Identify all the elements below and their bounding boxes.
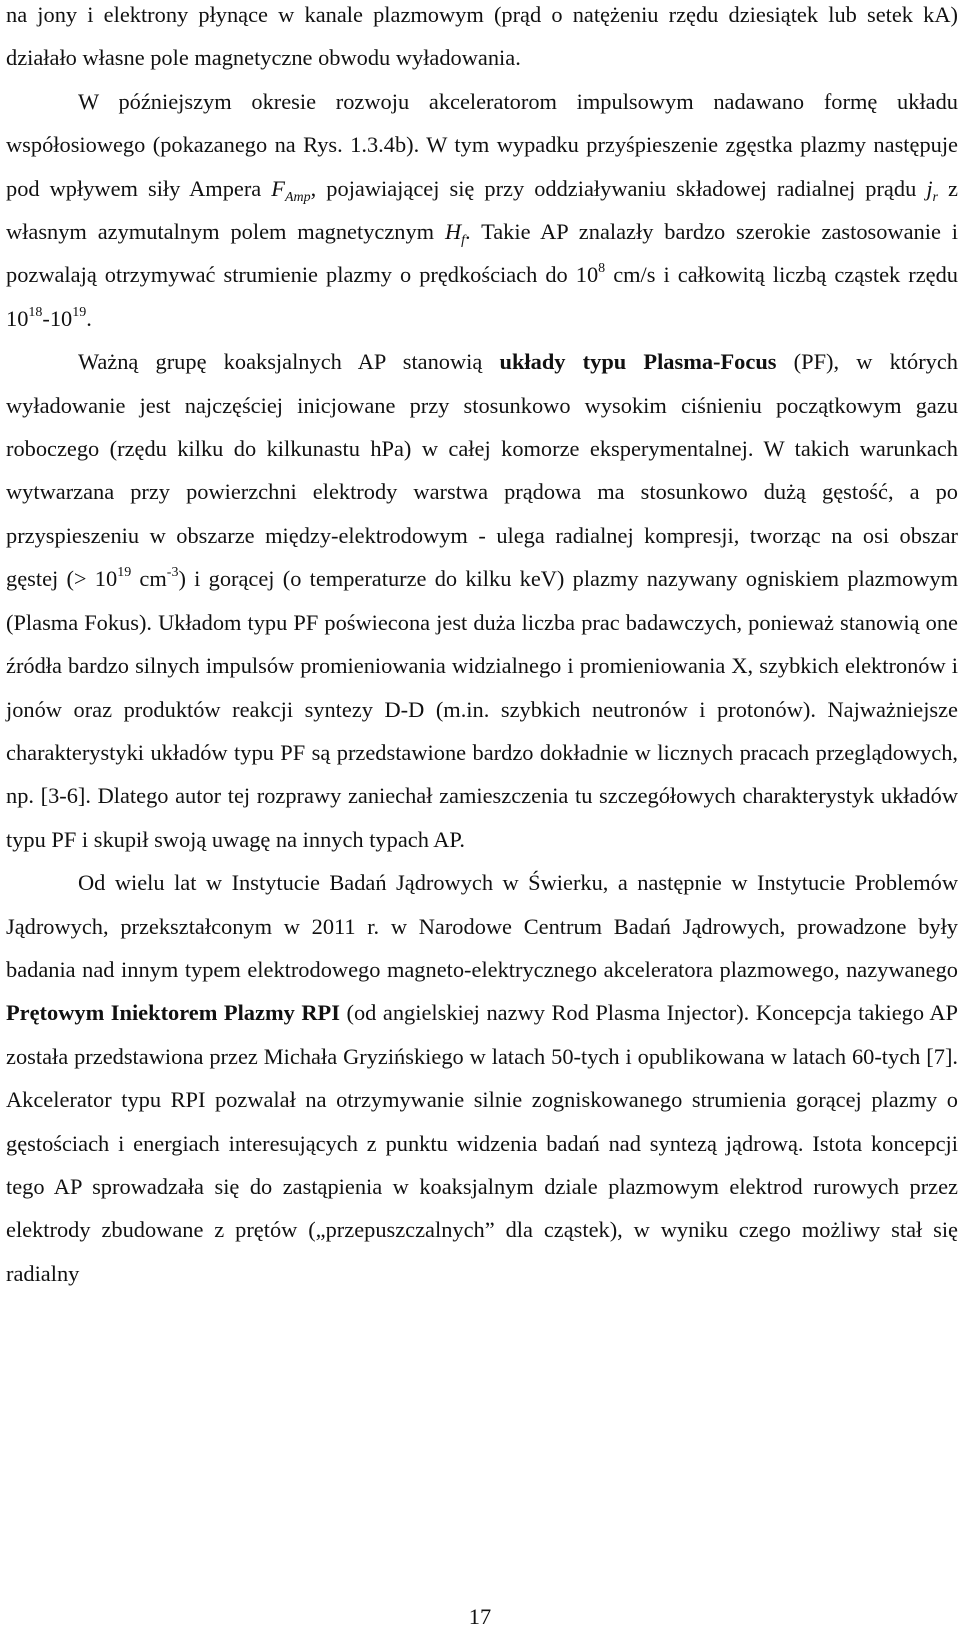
subscript: f <box>461 233 466 249</box>
paragraph-2 <box>6 80 958 340</box>
text-run: ) i gorącej (o temperaturze do kilku keV) plazmy nazywany ogniskiem plazmowym (Plasma Fokus). Układom typu PF poświecona jest duża liczba prac badawczych, ponieważ stanowią one źródła bardzo silnych impulsów promieniowania widzialnego i promieniowania X, szybkich elektronów i jonów oraz produktów reakcji syntezy D-D (m.in. szybkich neutronów i protonów). Najważniejsze charakterystyki układów typu PF są przedstawione bardzo dokładnie w licznych pracach przeglądowych, np. [3-6]. Dlatego autor tej rozprawy zaniechał zamieszczenia tu szczegółowych charakterystyk układów typu PF i skupił swoją uwagę na innych typach AP. <box>6 566 958 852</box>
text-run: cm <box>131 566 167 592</box>
superscript: 8 <box>598 261 606 277</box>
superscript: -3 <box>166 565 179 581</box>
text-run: . <box>86 305 92 331</box>
italic-symbol: H <box>444 219 462 245</box>
text-run: . Takie AP znalazły bardzo szerokie zastosowanie i pozwalają otrzymywać strumienie plazmy o prędkościach do 10 <box>6 219 958 288</box>
italic-symbol: F <box>271 175 285 201</box>
page-number: 17 <box>468 1604 492 1629</box>
document-page <box>6 0 958 1295</box>
text-run: -10 <box>42 305 73 331</box>
bold-term: Prętowym Iniektorem Plazmy RPI <box>6 1000 340 1026</box>
subscript: Amp <box>284 189 311 205</box>
paragraph-3 <box>6 340 958 861</box>
text-run: z własnym azymutalnym polem magnetycznym <box>6 175 958 245</box>
text-run: (od angielskiej nazwy Rod Plasma Injector). Koncepcja takiego AP została przedstawiona przez Michała Gryzińskiego w latach 50-tych i opublikowana w latach 60-tych [7]. Akcelerator typu RPI pozwalał na otrzymywanie silnie zogniskowanego strumienia gorącej plazmy o gęstościach i energiach interesujących z punktu widzenia badań nad syntezą jądrową. Istota koncepcji tego AP sprowadzała się do zastąpienia w koaksjalnym dziale plazmowym elektrod rurowych przez elektrody zbudowane z prętów („przepuszczalnych” dla cząstek), w wyniku czego możliwy stał się radialny <box>6 1000 958 1286</box>
bold-term: układy typu Plasma-Focus <box>499 349 777 375</box>
text-run: Od wielu lat w Instytucie Badań Jądrowych w Świerku, a następnie w Instytucie Problemów Jądrowych, przekształconym w 2011 r. w Narodowe Centrum Badań Jądrowych, prowadzone były badania nad innym typem elektrodowego magneto-elektrycznego akceleratora plazmowego, nazywanego <box>6 870 958 982</box>
text-run: W późniejszym okresie rozwoju akceleratorom impulsowym nadawano formę układu współosiowego (pokazanego na Rys. 1.3.4b). W tym wypadku przyśpieszenie zgęstka plazmy następuje pod wpływem siły Ampera <box>6 88 958 201</box>
italic-symbol: j <box>926 175 933 201</box>
text-run: cm/s i całkowitą liczbą cząstek rzędu 10 <box>6 262 958 331</box>
subscript: r <box>932 189 938 205</box>
superscript: 19 <box>72 304 87 320</box>
text-run: Ważną grupę koaksjalnych AP stanowią <box>78 349 500 375</box>
text-run: (PF), w których wyładowanie jest najczęściej inicjowane przy stosunkowo wysokim ciśnieniu początkowym gazu roboczego (rzędu kilku do kilkunastu hPa) w całej komorze eksperymentalnej. W takich warunkach wytwarzana przy powierzchni elektrody warstwa prądowa ma stosunkowo dużą gęstość, a po przyspieszeniu w obszarze między-elektrodowym - ulega radialnej kompresji, tworząc na osi obszar gęstej (> 10 <box>6 349 958 592</box>
text-run: na jony i elektrony płynące w kanale plazmowym (prąd o natężeniu rzędu dziesiątek lub setek kA) działało własne pole magnetyczne obwodu wyładowania. <box>6 2 958 71</box>
superscript: 19 <box>117 565 132 581</box>
paragraph-1 <box>6 0 958 80</box>
superscript: 18 <box>28 304 43 320</box>
text-run: , pojawiającej się przy oddziaływaniu składowej radialnej prądu <box>310 175 927 201</box>
paragraph-4 <box>6 861 958 1295</box>
